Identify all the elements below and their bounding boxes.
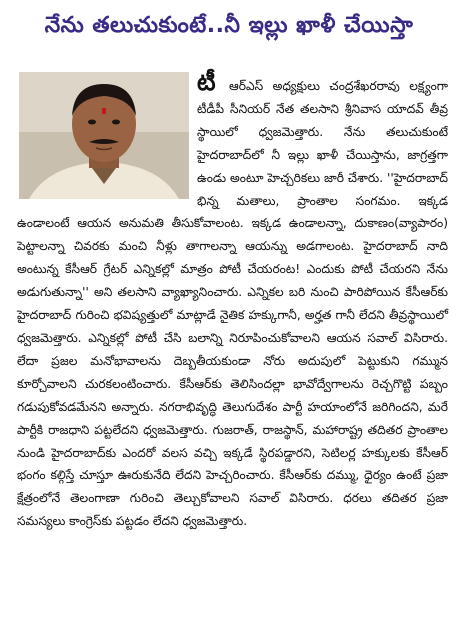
headline: నేను తలుచుకుంటే..నీ ఇల్లు ఖాళీ చేయిస్తా [44,13,414,38]
article-body [17,68,449,533]
drop-cap: టీ [197,68,216,96]
photo-wrap-spacer [17,72,197,206]
article-text: ఆర్ఎస్ అధ్యక్షులు చంద్రశేఖరరావు లక్ష్యంగా టీడీపీ సీనియర్ నేత తలసాని శ్రీనివాస యాదవ్ తీవ్ర స్థాయిలో ధ్వజమెత్తారు. నేను తలుచుకుంటే హైదరాబాద్‌లో నీ ఇల్లు ఖాళీ చేయిస్తాను, జాగ్రత్తగా ఉండు అంటూ హెచ్చరికలు జారీ చేశారు. ''హైదరాబాద్ భిన్న మతాలు, ప్రాంతాల సంగమం. ఇక్కడ ఉండాలంటే ఆయన అనుమతి తీసుకోవాలంట. ఇక్కడ ఉండాలన్నా, దుకాణం(వ్యాపారం) పెట్టాలన్నా చివరకు మంచి నీళ్లు తాగాలన్నా ఆయన్ను అడగాలంట. హైదరాబాద్ నాది అంటున్న కేసీఆర్ గ్రేటర్ ఎన్నికల్లో మాత్రం పోటీ చేయరంట! ఎందుకు పోటీ చేయరని నేను అడుగుతున్నా'' అని తలసాని వ్యాఖ్యానించారు. ఎన్నికల బరి నుంచి పారిపోయిన కేసీఆర్‌కు హైదరాబాద్ గురించి భవిష్యత్తులో మాట్లాడే నైతిక హక్కుగానీ, అర్హత గానీ లేదని తీవ్రస్థాయిలో ధ్వజమెత్తారు. ఎన్నికల్లో పోటీ చేసి బలాన్ని నిరూపించుకోవాలని ఆయన సవాల్ విసిరారు. లేదా ప్రజల మనోభావాలను దెబ్బతీయకుండా నోరు అదుపులో పెట్టుకుని గమ్మున కూర్చోవాలని చురకలంటించారు. కేసీఆర్‌కు తెలిసిందల్లా భావోద్వేగాలను రెచ్చగొట్టి పబ్బం గడుపుకోవడమేనని అన్నారు. నగరాభివృద్ధి తెలుగుదేశం పార్టీ హయాంలోనే జరిగిందని, మరే పార్టీకి రాజధాని పట్టలేదని ధ్వజమెత్తారు. గుజరాత్, రాజస్థాన్, మహారాష్ట్ర తదితర ప్రాంతాల నుండి హైదరాబాద్‌కు ఎందరో వలస వచ్చి ఇక్కడే స్థిరపడ్డారని, సెటిలర్ల హక్కులకు కేసీఆర్ భంగం కల్గిస్తే చూస్తూ ఊరుకునేది లేదని హెచ్చరించారు. కేసీఆర్‌కు దమ్ము, ధైర్యం ఉంటే ప్రజా క్షేత్రంలోనే తెలంగాణా గురించి తెల్చుకోవాలని సవాల్ విసిరారు. ధరలు తదితర ప్రజా సమస్యలు కాంగ్రెస్‌కు పట్టడం లేదని ధ్వజమెత్తారు. [17,79,449,529]
